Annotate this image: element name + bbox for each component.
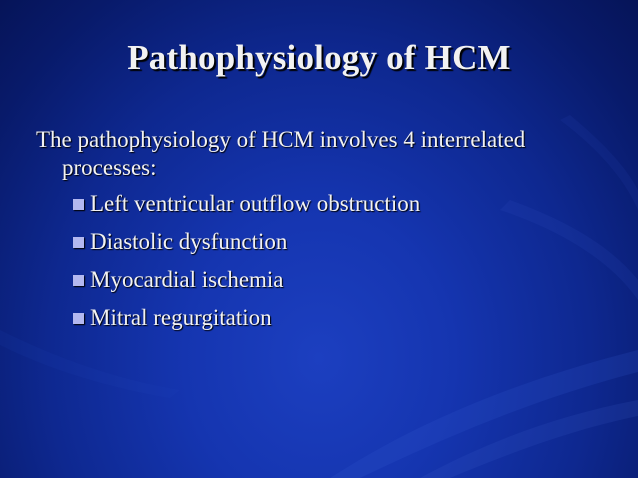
bullet-text: Mitral regurgitation (90, 305, 272, 331)
list-item (73, 299, 616, 337)
bullet-text: Myocardial ischemia (90, 267, 284, 293)
list-item (73, 185, 616, 223)
slide-body (36, 126, 616, 337)
list-item (73, 261, 616, 299)
square-bullet-icon (73, 313, 84, 324)
bullet-list (36, 185, 616, 337)
bullet-text: Diastolic dysfunction (90, 229, 288, 255)
list-item (73, 223, 616, 261)
intro-paragraph: The pathophysiology of HCM involves 4 interrelated processes: (36, 127, 526, 180)
bullet-text: Left ventricular outflow obstruction (90, 191, 421, 217)
square-bullet-icon (73, 275, 84, 286)
square-bullet-icon (73, 237, 84, 248)
slide-title: Pathophysiology of HCM (127, 38, 511, 77)
square-bullet-icon (73, 199, 84, 210)
